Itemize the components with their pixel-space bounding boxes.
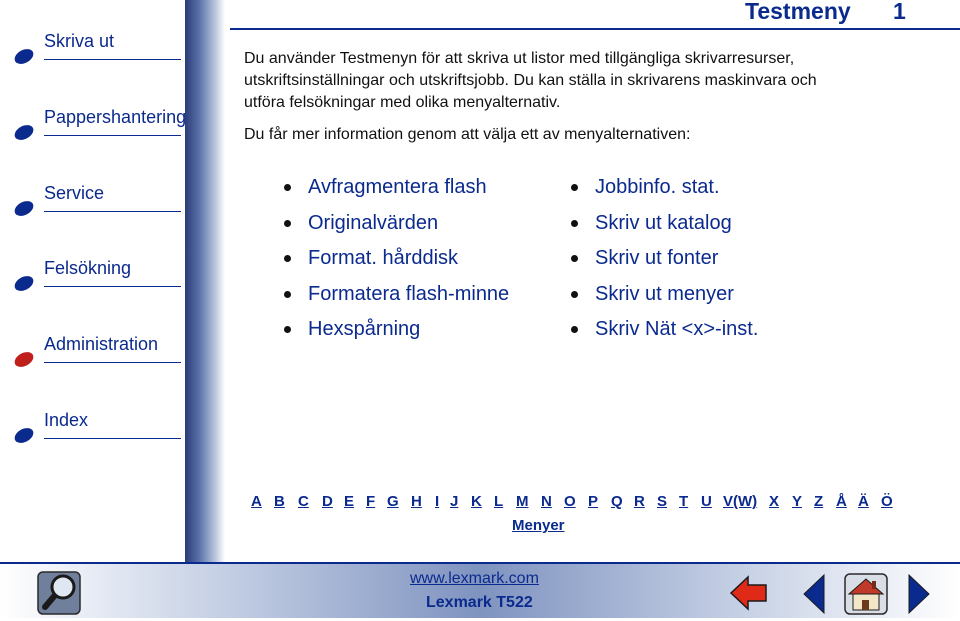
bullet-icon [571,255,578,262]
alpha-link-r[interactable]: R [634,493,645,510]
lexmark-url-link[interactable]: www.lexmark.com [410,570,539,587]
bullet-icon [284,291,291,298]
alpha-link-x[interactable]: X [769,493,780,510]
divider [44,59,181,60]
menu-link-hexsparning[interactable]: Hexspårning [284,312,509,348]
alpha-link-vw[interactable]: V(W) [723,493,758,510]
sidebar-item-index[interactable] [10,405,182,445]
alpha-link-e[interactable]: E [344,493,355,510]
page-title: Testmeny [745,0,851,24]
sidebar-item-administration[interactable] [10,329,182,369]
alpha-link-d[interactable]: D [322,493,333,510]
alpha-link-aa[interactable]: Å [836,493,847,510]
menu-list-right [571,170,758,348]
sidebar-item-label: Index [44,410,89,430]
menu-link-skriv-ut-menyer[interactable]: Skriv ut menyer [571,277,758,313]
menu-link-jobbinfo-stat[interactable]: Jobbinfo. stat. [571,170,758,206]
sidebar-item-label: Administration [44,334,159,354]
menu-link-format-harddisk[interactable]: Format. hårddisk [284,241,509,277]
alpha-link-ae[interactable]: Ä [858,493,869,510]
bullet-dot-icon [12,349,36,370]
bullet-icon [571,291,578,298]
sidebar-item-skriva-ut[interactable] [10,26,182,66]
sidebar-item-pappershantering[interactable] [10,102,187,142]
alpha-link-a[interactable]: A [251,493,262,510]
alpha-link-c[interactable]: C [298,493,309,510]
divider [44,362,181,363]
menu-link-originalvarden[interactable]: Originalvärden [284,206,509,242]
alpha-link-q[interactable]: Q [611,493,623,510]
menu-list-left [284,170,509,348]
divider [44,438,181,439]
magnifier-icon[interactable] [36,570,82,616]
alpha-link-z[interactable]: Z [814,493,824,510]
alphabet-index [251,493,901,513]
product-name: Lexmark T522 [426,594,533,611]
menu-link-avfragmentera-flash[interactable]: Avfragmentera flash [284,170,509,206]
header-divider [230,28,960,30]
alpha-link-m[interactable]: M [516,493,529,510]
sidebar-item-label: Service [44,183,105,203]
bullet-icon [284,326,291,333]
bullet-icon [284,255,291,262]
bullet-dot-icon [12,425,36,446]
divider [44,286,181,287]
alpha-link-s[interactable]: S [657,493,668,510]
previous-page-icon[interactable] [802,573,826,615]
alpha-link-oe[interactable]: Ö [881,493,893,510]
back-arrow-icon[interactable] [729,574,769,612]
bullet-dot-icon [12,122,36,143]
footer-divider [0,562,960,564]
bullet-dot-icon [12,198,36,219]
home-icon[interactable] [843,572,889,616]
sidebar-item-felsokning[interactable] [10,253,182,293]
bullet-icon [571,220,578,227]
alpha-link-h[interactable]: H [411,493,422,510]
alpha-link-u[interactable]: U [701,493,712,510]
alpha-link-i[interactable]: I [435,493,440,510]
alpha-link-n[interactable]: N [541,493,552,510]
alpha-link-g[interactable]: G [387,493,399,510]
alpha-link-o[interactable]: O [564,493,576,510]
bullet-icon [284,184,291,191]
menu-link-formatera-flash-minne[interactable]: Formatera flash-minne [284,277,509,313]
menu-link-skriv-ut-fonter[interactable]: Skriv ut fonter [571,241,758,277]
sidebar-item-label: Pappershantering [44,107,187,127]
bullet-dot-icon [12,46,36,67]
alpha-link-p[interactable]: P [588,493,599,510]
sidebar-item-label: Skriva ut [44,31,115,51]
sidebar-item-service[interactable] [10,178,182,218]
bullet-icon [571,184,578,191]
alpha-link-y[interactable]: Y [792,493,803,510]
sidebar-item-label: Felsökning [44,258,132,278]
sidebar-shade [185,0,225,562]
bullet-icon [571,326,578,333]
alpha-link-k[interactable]: K [471,493,482,510]
alpha-link-f[interactable]: F [366,493,376,510]
alpha-link-l[interactable]: L [494,493,504,510]
divider [44,211,181,212]
menu-link-skriv-nat-inst[interactable]: Skriv Nät <x>-inst. [571,312,758,348]
page-number: 1 [893,0,906,24]
menyer-link[interactable]: Menyer [512,517,565,534]
next-page-icon[interactable] [907,573,931,615]
alpha-link-b[interactable]: B [274,493,285,510]
bullet-dot-icon [12,273,36,294]
alpha-link-t[interactable]: T [679,493,689,510]
intro-text: Du använder Testmenyn för att skriva ut listor med tillgängliga skrivarresurser, utskriftsinställningar och utskriftsjobb. Du kan ställa in skrivarens maskinvara och utföra felsökningar med olika menyalternativ. [244,50,817,111]
more-info-text: Du får mer information genom att välja ett av menyalternativen: [244,126,691,143]
menu-link-skriv-ut-katalog[interactable]: Skriv ut katalog [571,206,758,242]
divider [44,135,181,136]
alpha-link-j[interactable]: J [450,493,459,510]
bullet-icon [284,220,291,227]
